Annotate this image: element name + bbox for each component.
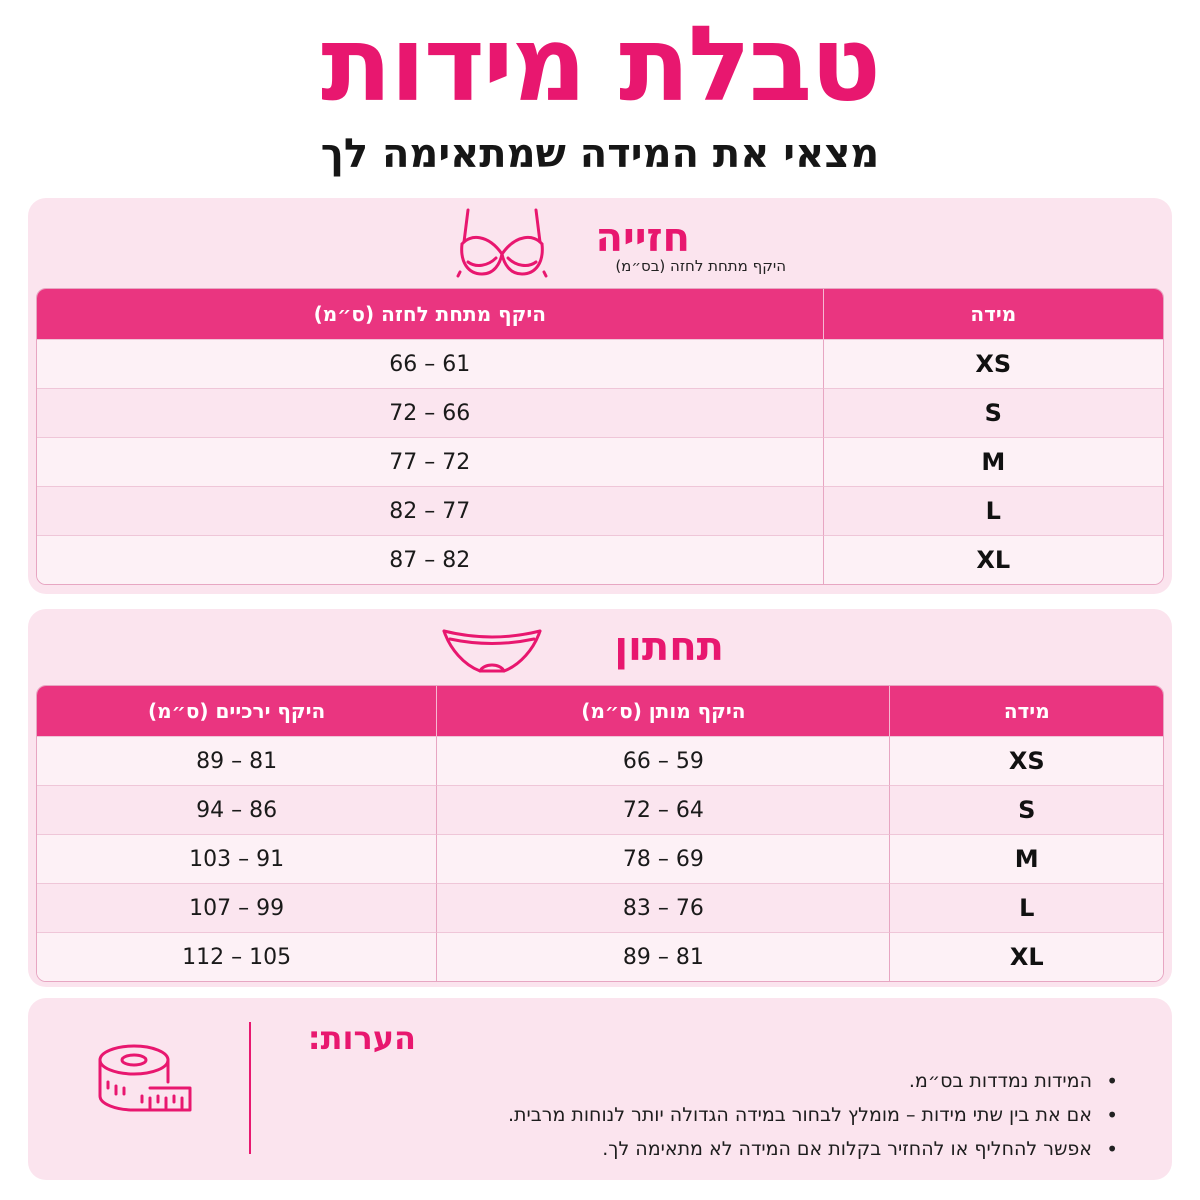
bra-icon [454, 204, 550, 280]
table-header-row [37, 686, 1163, 736]
cell-underbust: 66 – 72 [37, 388, 823, 437]
cell-waist: 76 – 83 [436, 883, 889, 932]
cell-hips: 105 – 112 [37, 932, 436, 981]
cell-size: XL [889, 932, 1163, 981]
measuring-tape-icon [94, 1038, 194, 1130]
cell-size: L [889, 883, 1163, 932]
table-row [37, 486, 1163, 535]
panty-size-table [36, 685, 1164, 982]
cell-size: XS [889, 736, 1163, 785]
cell-size: XL [823, 535, 1163, 584]
cell-hips: 99 – 107 [37, 883, 436, 932]
cell-waist: 59 – 66 [436, 736, 889, 785]
cell-underbust: 77 – 82 [37, 486, 823, 535]
table-row [37, 535, 1163, 584]
cell-size: S [823, 388, 1163, 437]
cell-size: L [823, 486, 1163, 535]
cell-size: M [889, 834, 1163, 883]
table-row [37, 932, 1163, 981]
table-row [37, 736, 1163, 785]
notes-title: הערות: [307, 1019, 416, 1057]
note-item: • המידות נמדדות בס״מ. [508, 1064, 1118, 1098]
notes-panel [28, 998, 1172, 1180]
panty-icon [440, 625, 544, 679]
column-header-waist: היקף מותן (ס״מ) [436, 686, 889, 736]
panty-section-title: תחתון [614, 624, 724, 670]
table-row [37, 883, 1163, 932]
notes-divider [249, 1022, 251, 1154]
bra-section-subtitle: היקף מתחת לחזה (בס״מ) [615, 257, 786, 275]
cell-hips: 91 – 103 [37, 834, 436, 883]
bra-section-title: חזייה [595, 215, 690, 261]
note-item: • אפשר להחליף או להחזיר בקלות אם המידה לא מתאימה לך. [508, 1132, 1118, 1166]
table-row [37, 834, 1163, 883]
cell-waist: 81 – 89 [436, 932, 889, 981]
bra-size-panel [28, 198, 1172, 594]
cell-size: XS [823, 339, 1163, 388]
cell-hips: 86 – 94 [37, 785, 436, 834]
note-item: • אם את בין שתי מידות – מומלץ לבחור במידה הגדולה יותר לנוחות מרבית. [508, 1098, 1118, 1132]
column-header-size: מידה [823, 289, 1163, 339]
table-row [37, 388, 1163, 437]
panty-size-panel [28, 609, 1172, 987]
column-header-hips: היקף ירכיים (ס״מ) [37, 686, 436, 736]
cell-hips: 81 – 89 [37, 736, 436, 785]
cell-waist: 64 – 72 [436, 785, 889, 834]
notes-list [508, 1064, 1118, 1166]
cell-size: S [889, 785, 1163, 834]
column-header-size: מידה [889, 686, 1163, 736]
table-row [37, 339, 1163, 388]
column-header-underbust: היקף מתחת לחזה (ס״מ) [37, 289, 823, 339]
page-subtitle: מצאי את המידה שמתאימה לך [320, 131, 880, 177]
page-title: טבלת מידות [321, 3, 879, 125]
cell-underbust: 61 – 66 [37, 339, 823, 388]
cell-waist: 69 – 78 [436, 834, 889, 883]
cell-underbust: 72 – 77 [37, 437, 823, 486]
table-row [37, 785, 1163, 834]
table-header-row [37, 289, 1163, 339]
table-row [37, 437, 1163, 486]
cell-size: M [823, 437, 1163, 486]
bra-size-table [36, 288, 1164, 585]
cell-underbust: 82 – 87 [37, 535, 823, 584]
